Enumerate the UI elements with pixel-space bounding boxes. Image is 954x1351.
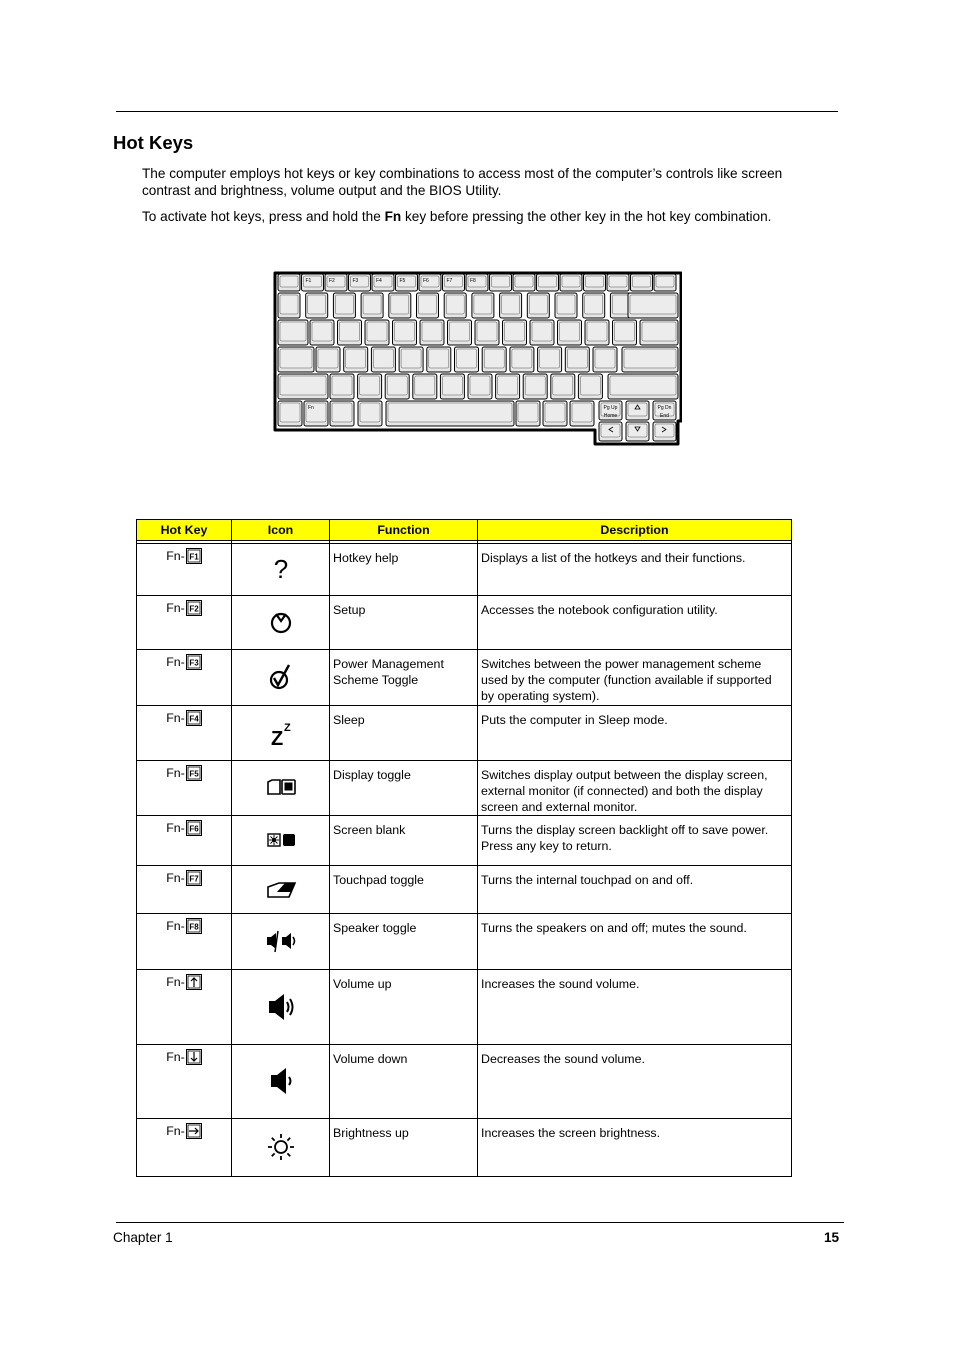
keyboard-key (613, 320, 637, 345)
backslash-key (640, 320, 678, 345)
brightness-up-icon (265, 1131, 297, 1163)
hot-key-cell (137, 970, 232, 1045)
keyboard-key (510, 347, 534, 372)
keyboard-key (440, 374, 464, 399)
volume-down-icon (265, 1065, 297, 1097)
table-row (137, 1045, 792, 1119)
function-cell: Setup (330, 596, 478, 650)
icon-cell (232, 544, 330, 596)
keyboard-key (389, 293, 411, 318)
hot-key-cell (137, 866, 232, 914)
svg-text:F6: F6 (189, 824, 199, 834)
keyboard-key (496, 374, 520, 399)
description-cell: Turns the speakers on and off; mutes the sound. (478, 914, 792, 970)
key-f2 (325, 274, 347, 291)
keyboard-key (330, 401, 354, 426)
icon-cell (232, 706, 330, 761)
table-row (137, 544, 792, 596)
power-scheme-icon (265, 661, 297, 693)
fn-prefix: Fn- (166, 1050, 185, 1064)
pgup-home-key (599, 401, 622, 420)
svg-text:F4: F4 (376, 278, 382, 284)
function-cell: Touchpad toggle (330, 866, 478, 914)
fn-prefix: Fn- (166, 975, 185, 989)
key-f2-icon (186, 600, 202, 616)
keyboard-key (344, 347, 368, 372)
svg-text:F6: F6 (423, 278, 429, 284)
table-row (137, 866, 792, 914)
ctrl-key (278, 401, 302, 426)
keyboard-key (570, 401, 594, 426)
keyboard-key (468, 374, 492, 399)
keyboard-key (278, 293, 300, 318)
description-cell: Switches between the power management scheme used by the computer (function available if supported by operating system). (478, 650, 792, 706)
table-row (137, 650, 792, 706)
fn-key (304, 401, 328, 426)
svg-text:F7: F7 (446, 278, 453, 284)
key-f4-icon (186, 710, 202, 726)
keyboard-key (607, 274, 629, 291)
right-arrow-key (653, 422, 676, 441)
icon-cell (232, 596, 330, 650)
table-row (137, 816, 792, 866)
keyboard-key (555, 293, 577, 318)
fn-prefix: Fn- (166, 919, 185, 933)
setup-icon (265, 606, 297, 638)
description-cell: Decreases the sound volume. (478, 1045, 792, 1119)
section-title: Hot Keys (113, 132, 194, 153)
keyboard-key (399, 347, 423, 372)
keyboard-key (393, 320, 417, 345)
keyboard-key (537, 274, 559, 291)
keyboard-key (316, 347, 340, 372)
svg-text:F2: F2 (189, 604, 199, 614)
svg-text:F1: F1 (305, 278, 312, 284)
icon-cell (232, 914, 330, 970)
keyboard-key (558, 320, 582, 345)
keyboard-key (530, 320, 554, 345)
display-toggle-icon (265, 771, 297, 803)
table-row (137, 761, 792, 816)
header-rule (116, 111, 838, 112)
fn-prefix: Fn- (166, 601, 185, 615)
volume-up-icon (265, 991, 297, 1023)
description-cell: Increases the sound volume. (478, 970, 792, 1045)
svg-text:F3: F3 (352, 278, 359, 284)
sleep-icon (265, 717, 297, 749)
left-shift-key (278, 374, 328, 399)
keyboard-key (371, 347, 395, 372)
speaker-toggle-icon (265, 925, 297, 957)
svg-text:Home: Home (603, 413, 618, 419)
svg-text:Pg Up: Pg Up (603, 405, 618, 411)
table-row (137, 970, 792, 1045)
hot-key-cell (137, 1045, 232, 1119)
key-f6-icon (186, 820, 202, 836)
key-f1-icon (186, 548, 202, 564)
hot-key-cell (137, 914, 232, 970)
key-f5-icon (186, 765, 202, 781)
svg-text:End: End (660, 413, 669, 419)
hot-key-cell (137, 1119, 232, 1177)
key-down-icon (186, 1049, 202, 1065)
backspace-key (628, 293, 678, 318)
hot-key-cell (137, 596, 232, 650)
description-cell: Accesses the notebook configuration utility. (478, 596, 792, 650)
hot-key-cell (137, 706, 232, 761)
keyboard-key (427, 347, 451, 372)
fn-prefix: Fn- (166, 766, 185, 780)
icon-cell (232, 1045, 330, 1119)
key-f6 (419, 274, 441, 291)
keyboard-key (475, 320, 499, 345)
function-cell: Sleep (330, 706, 478, 761)
table-row (137, 914, 792, 970)
keyboard-key (584, 274, 606, 291)
keyboard-key (523, 374, 547, 399)
key-f8 (466, 274, 488, 291)
table-row (137, 1119, 792, 1177)
pgdn-end-key (653, 401, 676, 420)
function-cell: Speaker toggle (330, 914, 478, 970)
key-f7 (443, 274, 465, 291)
keyboard-key (516, 401, 540, 426)
footer-chapter: Chapter 1 (113, 1230, 173, 1245)
keyboard-key (358, 374, 382, 399)
up-arrow-key (626, 401, 649, 420)
keyboard-key (448, 320, 472, 345)
fn-prefix: Fn- (166, 821, 185, 835)
fn-prefix: Fn- (166, 711, 185, 725)
description-cell: Switches display output between the display screen, external monitor (if connected) and both the display screen and external monitor. (478, 761, 792, 816)
header-hot-key: Hot Key (137, 520, 232, 541)
fn-prefix: Fn- (166, 871, 185, 885)
header-icon: Icon (232, 520, 330, 541)
key-f3-icon (186, 654, 202, 670)
table-row (137, 596, 792, 650)
function-cell: Hotkey help (330, 544, 478, 596)
svg-text:Z: Z (283, 721, 291, 734)
svg-text:F8: F8 (189, 922, 199, 932)
hot-key-cell (137, 816, 232, 866)
svg-text:F2: F2 (329, 278, 335, 284)
fn-prefix: Fn- (166, 1124, 185, 1138)
keyboard-key (444, 293, 466, 318)
keyboard-key (631, 274, 653, 291)
keyboard-key (578, 374, 602, 399)
svg-text:Z: Z (270, 727, 283, 749)
space-key (386, 401, 514, 426)
keyboard-key (551, 374, 575, 399)
keyboard-key (543, 401, 567, 426)
keyboard-key (500, 293, 522, 318)
keyboard-key (583, 293, 605, 318)
key-f7-icon (186, 870, 202, 886)
left-arrow-key (599, 422, 622, 441)
icon-cell (232, 761, 330, 816)
keyboard-key (585, 320, 609, 345)
description-cell: Increases the screen brightness. (478, 1119, 792, 1177)
key-right-icon (186, 1123, 202, 1139)
description-cell: Turns the display screen backlight off to save power. Press any key to return. (478, 816, 792, 866)
keyboard-key (490, 274, 512, 291)
svg-text:?: ? (273, 554, 288, 584)
keyboard-key (654, 274, 676, 291)
caps-lock-key (278, 347, 314, 372)
function-cell: Volume up (330, 970, 478, 1045)
key-f4 (372, 274, 394, 291)
svg-text:F4: F4 (189, 714, 199, 724)
keyboard-key (385, 374, 409, 399)
hot-key-cell (137, 650, 232, 706)
keyboard-key (333, 293, 355, 318)
keyboard-key (565, 347, 589, 372)
page-number: 15 (824, 1230, 840, 1245)
keyboard-key (560, 274, 582, 291)
icon-cell (232, 650, 330, 706)
keyboard-key (278, 274, 300, 291)
svg-text:Pg Dn: Pg Dn (657, 405, 672, 411)
activation-paragraph: To activate hot keys, press and hold the Fn key before pressing the other key in the hot key combination. (142, 209, 772, 224)
description-cell: Displays a list of the hotkeys and their functions. (478, 544, 792, 596)
question-icon (265, 553, 297, 585)
enter-key (622, 347, 678, 372)
hot-key-cell (137, 761, 232, 816)
keyboard-key (338, 320, 362, 345)
function-cell: Screen blank (330, 816, 478, 866)
icon-cell (232, 970, 330, 1045)
header-description: Description (478, 520, 792, 541)
svg-text:F8: F8 (470, 278, 476, 284)
description-cell: Turns the internal touchpad on and off. (478, 866, 792, 914)
keyboard-key (455, 347, 479, 372)
icon-cell (232, 866, 330, 914)
keyboard-key (361, 293, 383, 318)
function-cell: Brightness up (330, 1119, 478, 1177)
touchpad-icon (265, 873, 297, 905)
screen-blank-icon (265, 824, 297, 856)
table-row (137, 706, 792, 761)
svg-text:F7: F7 (189, 874, 199, 884)
keyboard-key (503, 320, 527, 345)
svg-text:F1: F1 (189, 552, 199, 562)
keyboard-key (365, 320, 389, 345)
keyboard-key (482, 347, 506, 372)
keyboard-key (330, 374, 354, 399)
function-cell: Power Management Scheme Toggle (330, 650, 478, 706)
hot-key-cell (137, 544, 232, 596)
svg-text:F5: F5 (399, 278, 406, 284)
key-f8-icon (186, 918, 202, 934)
key-f3 (349, 274, 371, 291)
keyboard-key (310, 320, 334, 345)
function-cell: Volume down (330, 1045, 478, 1119)
keyboard-key (527, 293, 549, 318)
fn-prefix: Fn- (166, 655, 185, 669)
icon-cell (232, 1119, 330, 1177)
keyboard-key (420, 320, 444, 345)
hotkey-table (136, 519, 792, 1177)
right-shift-key (608, 374, 678, 399)
keyboard-key (513, 274, 535, 291)
footer-rule (116, 1222, 844, 1223)
intro-paragraph: The computer employs hot keys or key combinations to access most of the computer’s controls like screen contrast and brightness, volume output and the BIOS Utility. (142, 166, 783, 198)
icon-cell (232, 816, 330, 866)
keyboard-key (417, 293, 439, 318)
keyboard-key (306, 293, 328, 318)
keyboard-key (538, 347, 562, 372)
header-function: Function (330, 520, 478, 541)
function-cell: Display toggle (330, 761, 478, 816)
key-f5 (396, 274, 418, 291)
description-cell: Puts the computer in Sleep mode. (478, 706, 792, 761)
svg-text:Fn: Fn (308, 405, 314, 411)
key-up-icon (186, 974, 202, 990)
keyboard-key (413, 374, 437, 399)
fn-prefix: Fn- (166, 549, 185, 563)
alt-key (358, 401, 382, 426)
key-f1 (302, 274, 324, 291)
keyboard-key (472, 293, 494, 318)
keyboard-diagram (272, 270, 682, 446)
svg-text:F5: F5 (189, 769, 199, 779)
tab-key (278, 320, 308, 345)
svg-text:F3: F3 (189, 658, 199, 668)
keyboard-key (593, 347, 617, 372)
